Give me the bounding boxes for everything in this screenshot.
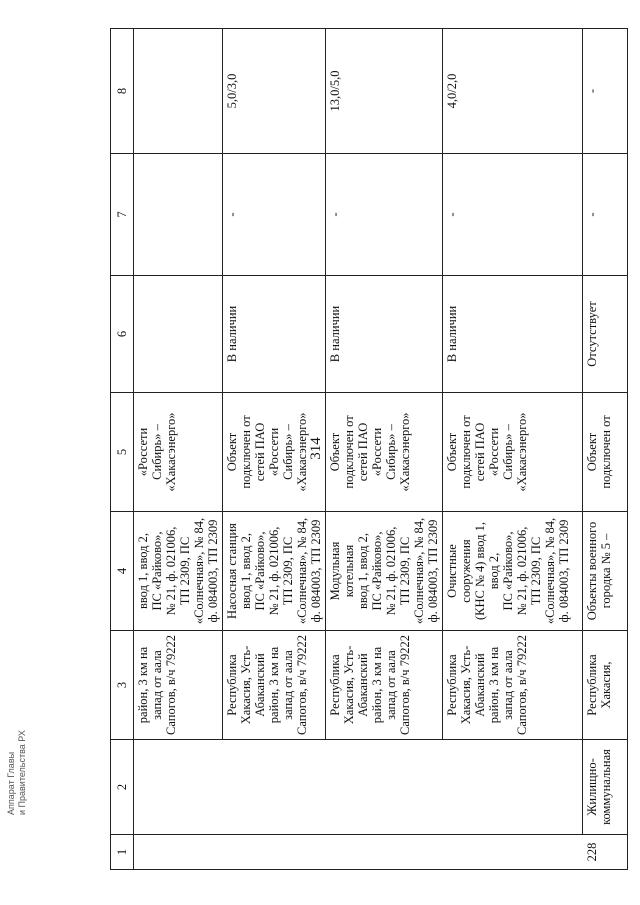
availability-cell: В наличии bbox=[326, 276, 443, 393]
capacity-cell: 4,0/2,0 bbox=[443, 29, 583, 154]
row-number-cell bbox=[326, 835, 443, 870]
sector-cell: Жилищно- коммунальная bbox=[583, 740, 628, 835]
row-number-cell bbox=[223, 835, 326, 870]
col7-cell: - bbox=[443, 154, 583, 276]
table-header-row bbox=[111, 29, 134, 870]
object-cell: Объекты военного городка № 5 – bbox=[583, 512, 628, 631]
connection-cell: Объект подключен от bbox=[583, 393, 628, 512]
stamp-line-2: и Правительства РХ bbox=[17, 730, 27, 815]
col7-cell: - bbox=[583, 154, 628, 276]
sector-cell bbox=[443, 740, 583, 835]
sector-cell bbox=[223, 740, 326, 835]
col7-cell bbox=[134, 154, 223, 276]
table-row bbox=[443, 29, 583, 870]
table-row bbox=[326, 29, 443, 870]
object-cell: ввод 1, ввод 2, ПС «Райково», № 21, ф. 021006, ТП 2309, ПС «Солнечная», № 84, ф. 084003, ТП 2309 bbox=[134, 512, 223, 631]
object-cell: Очистные сооружения (КНС № 4) ввод 1, ввод 2, ПС «Райково», № 21, ф. 021006, ТП 2309, ПС «Солнечная», № 84, ф. 084003, ТП 2309 bbox=[443, 512, 583, 631]
sector-cell bbox=[134, 740, 223, 835]
availability-cell: В наличии bbox=[223, 276, 326, 393]
row-number-cell bbox=[443, 835, 583, 870]
capacity-cell: 5,0/3,0 bbox=[223, 29, 326, 154]
sector-cell bbox=[326, 740, 443, 835]
stamp-line-1: Аппарат Главы bbox=[6, 751, 16, 815]
connection-cell: Объект подключен от сетей ПАО «Россети Сибирь» – «Хакасэнерго» bbox=[326, 393, 443, 512]
header-cell-3: 3 bbox=[111, 631, 134, 740]
address-cell: район, 3 км на запад от аала Сапогов, в/ч 79222 bbox=[134, 631, 223, 740]
rotated-table-container bbox=[110, 70, 613, 870]
address-cell: Республика Хакасия, Усть- Абаканский район, 3 км на запад от аала Сапогов, в/ч 79222 bbox=[326, 631, 443, 740]
table-row bbox=[583, 29, 628, 870]
col7-cell: - bbox=[326, 154, 443, 276]
data-table bbox=[110, 28, 628, 870]
capacity-cell bbox=[134, 29, 223, 154]
availability-cell: Отсутствует bbox=[583, 276, 628, 393]
address-cell: Республика Хакасия, Усть- Абаканский район, 3 км на запад от аала Сапогов, в/ч 79222 bbox=[223, 631, 326, 740]
object-cell: Модульная котельная ввод 1, ввод 2, ПС «Райково», № 21, ф. 021006, ТП 2309, ПС «Солнечная», № 84, ф. 084003, ТП 2309 bbox=[326, 512, 443, 631]
table-row bbox=[134, 29, 223, 870]
page-number: 314 bbox=[307, 437, 324, 460]
connection-cell: Объект подключен от сетей ПАО «Россети Сибирь» – «Хакасэнерго» bbox=[443, 393, 583, 512]
address-cell: Республика Хакасия, Усть- Абаканский район, 3 км на запад от аала Сапогов, в/ч 79222 bbox=[443, 631, 583, 740]
connection-cell: Объект подключен от сетей ПАО «Россети Сибирь» – «Хакасэнерго» bbox=[223, 393, 326, 512]
header-cell-6: 6 bbox=[111, 276, 134, 393]
header-cell-1: 1 bbox=[111, 835, 134, 870]
table-row bbox=[223, 29, 326, 870]
capacity-cell: - bbox=[583, 29, 628, 154]
capacity-cell: 13,0/5,0 bbox=[326, 29, 443, 154]
header-cell-8: 8 bbox=[111, 29, 134, 154]
office-stamp bbox=[6, 730, 28, 815]
object-cell: Насосная станция ввод 1, ввод 2, ПС «Райково», № 21, ф. 021006, ТП 2309, ПС «Солнечная», № 84, ф. 084003, ТП 2309 bbox=[223, 512, 326, 631]
header-cell-2: 2 bbox=[111, 740, 134, 835]
availability-cell bbox=[134, 276, 223, 393]
availability-cell: В наличии bbox=[443, 276, 583, 393]
address-cell: Республика Хакасия, bbox=[583, 631, 628, 740]
col7-cell: - bbox=[223, 154, 326, 276]
header-cell-5: 5 bbox=[111, 393, 134, 512]
connection-cell: «Россети Сибирь» – «Хакасэнерго» bbox=[134, 393, 223, 512]
row-number-cell: 228 bbox=[583, 835, 628, 870]
header-cell-4: 4 bbox=[111, 512, 134, 631]
row-number-cell bbox=[134, 835, 223, 870]
header-cell-7: 7 bbox=[111, 154, 134, 276]
